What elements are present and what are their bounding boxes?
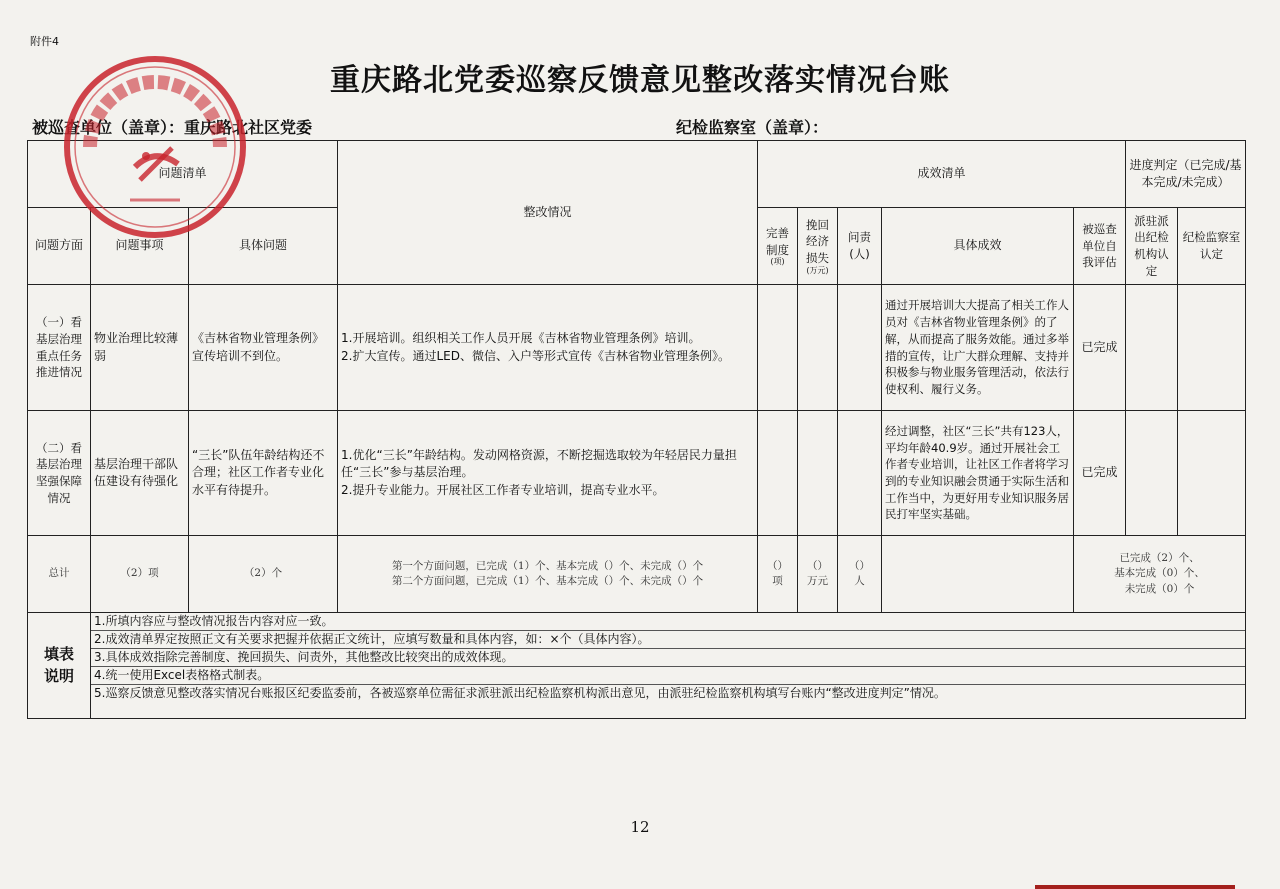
note-line: 1.所填内容应与整改情况报告内容对应一致。 [91,613,1245,631]
header-accountability: 问责(人) [838,208,882,285]
row-results: 经过调整，社区“三长”共有123人，平均年龄40.9岁。通过开展社会工作者专业培训，让社区工作者将学习到的专业知识融会贯通于实际生活和工作当中，为更好用专业知识服务居民打牢坚实基础。 [882,411,1074,536]
total-loss: （） 万元 [798,536,838,613]
table-row [28,411,1246,536]
improve-system-label: 完善制度 [766,225,790,257]
row-systems-cell [758,411,798,536]
total-items: （2）项 [91,536,189,613]
header-recover-loss [798,208,838,285]
total-aspect-summary [338,536,758,613]
total-results-cell [882,536,1074,613]
notes-row [28,613,1246,719]
row-problem: “三长”队伍年龄结构还不合理；社区工作者专业化水平有待提升。 [189,411,338,536]
red-official-seal [60,52,250,242]
row-self-eval: 已完成 [1074,285,1126,411]
table-row [28,285,1246,411]
row-aspect: （二）看基层治理坚强保障情况 [28,411,91,536]
row-rectification: 1.开展培训。组织相关工作人员开展《吉林省物业管理条例》培训。 2.扩大宣传。通过LED、微信、入户等形式宣传《吉林省物业管理条例》。 [338,285,758,411]
notes-cell [91,613,1246,719]
header-self-eval: 被巡查单位自我评估 [1074,208,1126,285]
row-results: 通过开展培训大大提高了相关工作人员对《吉林省物业管理条例》的了解，从而提高了服务效能。通过多举措的宣传，让广大群众理解、支持并积极参与物业服务管理活动，依法行使权利、履行义务。 [882,285,1074,411]
total-people: （） 人 [838,536,882,613]
header-specific-problem: 具体问题 [189,208,338,285]
note-line: 4.统一使用Excel表格格式制表。 [91,667,1245,685]
row-dispatched-cell [1126,285,1178,411]
page-title: 重庆路北党委巡察反馈意见整改落实情况台账 [330,63,950,98]
total-systems: （） 项 [758,536,798,613]
header-problem-list: 问题清单 [28,141,338,208]
row-office-cell [1178,285,1246,411]
note-line: 2.成效清单界定按照正文有关要求把握并依据正文统计，应填写数量和具体内容，如：×个（具体内容）。 [91,631,1245,649]
row-systems-cell [758,285,798,411]
header-dispatched: 派驻派出纪检机构认定 [1126,208,1178,285]
row-people-cell [838,411,882,536]
header-problem-aspect: 问题方面 [28,208,91,285]
total-label: 总计 [28,536,91,613]
row-aspect: （一）看基层治理重点任务推进情况 [28,285,91,411]
row-problem: 《吉林省物业管理条例》宣传培训不到位。 [189,285,338,411]
row-people-cell [838,285,882,411]
header-rectification: 整改情况 [338,141,758,285]
total-row [28,536,1246,613]
row-office-cell [1178,411,1246,536]
total-problems: （2）个 [189,536,338,613]
row-dispatched-cell [1126,411,1178,536]
recover-loss-label: 挽回经济损失 [806,217,830,265]
row-loss-cell [798,285,838,411]
row-loss-cell [798,411,838,536]
page-number: 12 [630,818,650,836]
note-line: 3.具体成效指除完善制度、挽回损失、问责外，其他整改比较突出的成效体现。 [91,649,1245,667]
header-office-confirm: 纪检监察室认定 [1178,208,1246,285]
improve-system-unit: (项) [770,257,785,267]
total-progress: 已完成（2）个、 基本完成（0）个、 未完成（0）个 [1074,536,1246,613]
discipline-office-line: 纪检监察室（盖章）： [676,118,829,137]
attachment-label: 附件4 [30,35,59,48]
header-problem-item: 问题事项 [91,208,189,285]
row-item: 基层治理干部队伍建设有待强化 [91,411,189,536]
header-progress: 进度判定（已完成/基本完成/未完成） [1126,141,1246,208]
row-self-eval: 已完成 [1074,411,1126,536]
header-specific-results: 具体成效 [882,208,1074,285]
header-results-list: 成效清单 [758,141,1126,208]
inspected-unit-line: 被巡查单位（盖章）：重庆路北社区党委 [32,118,313,137]
note-line: 5.巡察反馈意见整改落实情况台账报区纪委监委前，各被巡察单位需征求派驻派出纪检监察机构派出意见，由派驻纪检监察机构填写台账内“整改进度判定”情况。 [94,686,946,700]
recover-loss-unit: (万元) [806,265,829,275]
row-rectification: 1.优化“三长”年龄结构。发动网格资源，不断挖掘选取较为年轻居民力量担任“三长”参与基层治理。 2.提升专业能力。开展社区工作者专业培训，提高专业水平。 [338,411,758,536]
row-item: 物业治理比较薄弱 [91,285,189,411]
total-line-1: 第一个方面问题，已完成（1）个、基本完成（）个、未完成（）个 [391,559,704,572]
header-improve-system [758,208,798,285]
edge-mark [1035,885,1235,889]
total-line-2: 第二个方面问题，已完成（1）个、基本完成（）个、未完成（）个 [391,575,704,587]
notes-label: 填表 说明 [28,613,91,719]
